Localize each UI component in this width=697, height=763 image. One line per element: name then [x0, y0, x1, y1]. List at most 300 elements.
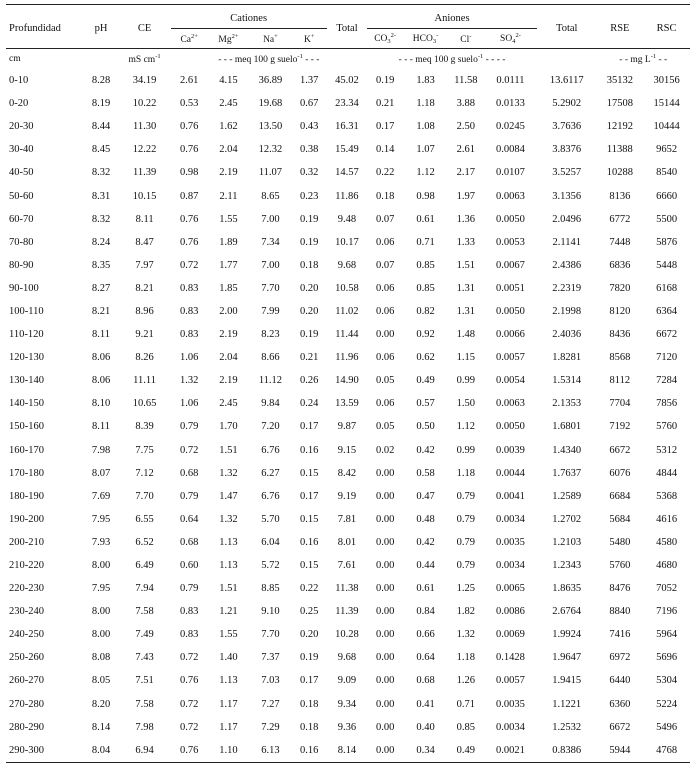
value-cell: 45.02	[335, 75, 359, 87]
value-cell: 6972	[609, 652, 631, 664]
value-cell: 0.0035	[496, 536, 525, 548]
value-cell: 0.0065	[496, 583, 525, 595]
value-cell: 0.85	[416, 282, 435, 294]
value-cell: 11.07	[258, 167, 283, 179]
value-cell: 0.0084	[496, 144, 525, 156]
value-cell: 2.11	[219, 190, 238, 202]
value-cell: 11.11	[133, 375, 157, 387]
value-cell: 7448	[609, 236, 631, 248]
value-cell: 0.42	[416, 536, 435, 548]
value-cell: 0.43	[300, 121, 319, 133]
value-cell: 0.76	[180, 675, 199, 687]
value-cell: 0.00	[367, 739, 403, 763]
value-cell: 8476	[609, 583, 631, 595]
value-cell: 3.7636	[552, 121, 582, 133]
value-cell: 8.06	[91, 352, 111, 364]
value-cell: 7.97	[135, 259, 154, 271]
value-cell: 1.07	[416, 144, 435, 156]
value-cell: 1.82	[456, 606, 476, 618]
value-cell: 1.10	[208, 739, 249, 763]
table-row	[6, 369, 690, 392]
value-cell: 0.17	[300, 490, 319, 502]
table-row	[6, 508, 690, 531]
value-cell: 8.00	[91, 606, 111, 618]
value-cell: 4844	[656, 467, 678, 479]
value-cell: 9.19	[337, 490, 357, 502]
value-cell: 0.00	[375, 583, 395, 595]
value-cell: 7.20	[261, 421, 280, 433]
value-cell: 1.47	[219, 490, 238, 502]
unit-ce: mS $cm^{-1}$	[119, 49, 171, 70]
table-row	[6, 485, 690, 508]
value-cell: 0.18	[300, 259, 319, 271]
table-row	[6, 392, 690, 415]
value-cell: 1.55	[219, 213, 238, 225]
value-cell: 8.65	[261, 190, 280, 202]
value-cell: 0.22	[375, 167, 395, 179]
value-cell: 1.06	[180, 398, 199, 410]
value-cell: 0.0035	[496, 698, 525, 710]
header-hco3: $HCO_3^-$	[412, 32, 439, 45]
value-cell: 6168	[656, 282, 678, 294]
value-cell: 0.99	[456, 444, 476, 456]
value-cell: 7196	[656, 606, 678, 618]
value-cell: 0.79	[456, 513, 476, 525]
header-profundidad: Profundidad	[6, 5, 84, 49]
value-cell: 6.94	[119, 739, 171, 763]
value-cell: 0.83	[180, 606, 199, 618]
header-ce: CE	[119, 5, 171, 49]
header-row-1	[6, 5, 690, 29]
value-cell: 0.0053	[496, 236, 525, 248]
value-cell: 5.2902	[552, 98, 582, 110]
header-k: K+	[303, 32, 315, 45]
value-cell: 1.32	[180, 375, 199, 387]
value-cell: 2.61	[180, 75, 199, 87]
value-cell: 0.49	[416, 375, 435, 387]
value-cell: 0.18	[300, 721, 319, 733]
value-cell: 0.21	[375, 98, 395, 110]
value-cell: 1.18	[456, 467, 476, 479]
value-cell: 0.0054	[496, 375, 525, 387]
value-cell: 9.84	[261, 398, 280, 410]
value-cell: 8.23	[261, 329, 280, 341]
value-cell: 0.19	[300, 329, 319, 341]
value-cell: 6364	[656, 305, 678, 317]
value-cell: 1.2589	[552, 490, 582, 502]
header-rse: RSE	[596, 5, 643, 49]
table-row	[6, 254, 690, 277]
value-cell: 0.79	[456, 490, 476, 502]
table-row	[6, 646, 690, 669]
value-cell: 8.21	[91, 305, 111, 317]
table-row	[6, 716, 690, 739]
value-cell: 2.19	[219, 329, 238, 341]
value-cell: 0.07	[375, 259, 395, 271]
value-cell: 0.0050	[496, 421, 525, 433]
depth-cell: 40-50	[9, 167, 34, 179]
value-cell: 5684	[609, 513, 631, 525]
value-cell: 0.83	[180, 305, 199, 317]
table-row	[6, 92, 690, 115]
value-cell: 8540	[656, 167, 678, 179]
table-row	[6, 300, 690, 323]
value-cell: 0.42	[416, 444, 435, 456]
value-cell: 5312	[656, 444, 678, 456]
value-cell: 2.2319	[552, 282, 582, 294]
value-cell: 8.96	[135, 305, 154, 317]
value-cell: 1.2343	[552, 560, 582, 572]
value-cell: 8136	[609, 190, 631, 202]
value-cell: 1.55	[219, 629, 238, 641]
value-cell: 1.51	[219, 444, 238, 456]
value-cell: 8.14	[327, 739, 367, 763]
value-cell: 0.49	[448, 739, 484, 763]
value-cell: 7.61	[337, 560, 357, 572]
value-cell: 1.9924	[552, 629, 582, 641]
value-cell: 0.0050	[496, 213, 525, 225]
depth-cell: 250-260	[9, 652, 44, 664]
value-cell: 0.71	[416, 236, 435, 248]
value-cell: 5304	[656, 675, 678, 687]
value-cell: 5964	[656, 629, 678, 641]
value-cell: 0.0069	[496, 629, 525, 641]
value-cell: 1.97	[456, 190, 476, 202]
value-cell: 8.06	[91, 375, 111, 387]
header-ca: $Ca^{2+}$	[180, 32, 198, 45]
value-cell: 0.61	[416, 213, 435, 225]
value-cell: 7.51	[135, 675, 154, 687]
value-cell: 0.0034	[496, 513, 525, 525]
value-cell: 8.04	[84, 739, 119, 763]
header-cl: Cl-	[460, 32, 472, 45]
value-cell: 8568	[609, 352, 631, 364]
value-cell: 0.0050	[496, 305, 525, 317]
depth-cell: 20-30	[9, 121, 34, 133]
depth-cell: 140-150	[9, 398, 44, 410]
value-cell: 0.64	[180, 513, 199, 525]
value-cell: 2.17	[456, 167, 476, 179]
value-cell: 9.68	[337, 652, 357, 664]
value-cell: 35132	[606, 75, 633, 87]
value-cell: 11.30	[132, 121, 157, 133]
value-cell: 0.76	[180, 213, 199, 225]
value-cell: 3.88	[456, 98, 476, 110]
value-cell: 2.4386	[552, 259, 582, 271]
value-cell: 12.32	[258, 144, 283, 156]
value-cell: 8112	[609, 375, 631, 387]
value-cell: 17508	[606, 98, 633, 110]
value-cell: 15.49	[335, 144, 359, 156]
value-cell: 0.0067	[496, 259, 525, 271]
value-cell: 0.05	[375, 421, 395, 433]
value-cell: 0.00	[375, 721, 395, 733]
value-cell: 0.98	[180, 167, 199, 179]
value-cell: 8.44	[91, 121, 111, 133]
value-cell: 0.67	[300, 98, 319, 110]
value-cell: 1.6801	[552, 421, 582, 433]
value-cell: 6.04	[261, 536, 280, 548]
value-cell: 8.19	[91, 98, 111, 110]
value-cell: 0.79	[456, 536, 476, 548]
header-rsc: RSC	[643, 5, 690, 49]
value-cell: 0.76	[180, 236, 199, 248]
table-row	[6, 231, 690, 254]
value-cell: 11.38	[335, 583, 359, 595]
value-cell: 0.00	[375, 560, 395, 572]
value-cell: 0.79	[180, 421, 199, 433]
value-cell: 0.50	[416, 421, 435, 433]
value-cell: 0.48	[416, 513, 435, 525]
value-cell: 7284	[656, 375, 678, 387]
value-cell: 1.8635	[552, 583, 582, 595]
value-cell: 7192	[609, 421, 631, 433]
value-cell: 0.18	[375, 190, 395, 202]
value-cell: 15144	[653, 98, 680, 110]
value-cell: 1.2532	[552, 721, 582, 733]
value-cell: 0.00	[375, 467, 395, 479]
value-cell: 5480	[609, 536, 631, 548]
value-cell: 7.98	[135, 721, 154, 733]
value-cell: 1.85	[219, 282, 238, 294]
value-cell: 8.10	[91, 398, 111, 410]
value-cell: 7704	[609, 398, 631, 410]
value-cell: 6440	[609, 675, 631, 687]
value-cell: 0.0051	[496, 282, 525, 294]
value-cell: 0.19	[300, 652, 319, 664]
value-cell: 0.16	[292, 739, 327, 763]
value-cell: 0.16	[300, 444, 319, 456]
table-body	[6, 69, 690, 762]
value-cell: 7.34	[261, 236, 280, 248]
value-cell: 1.32	[219, 467, 238, 479]
value-cell: 9.15	[337, 444, 357, 456]
value-cell: 0.60	[180, 560, 199, 572]
value-cell: 0.72	[180, 444, 199, 456]
table-row	[6, 138, 690, 161]
depth-cell: 210-220	[9, 560, 44, 572]
value-cell: 0.83	[180, 329, 199, 341]
value-cell: 8.05	[91, 675, 111, 687]
value-cell: 7.43	[135, 652, 154, 664]
value-cell: 0.16	[300, 536, 319, 548]
value-cell: 11.39	[335, 606, 359, 618]
header-total-aniones: Total	[537, 5, 596, 49]
depth-cell: 280-290	[9, 721, 44, 733]
value-cell: 0.00	[375, 490, 395, 502]
value-cell: 0.0039	[496, 444, 525, 456]
table-row	[6, 439, 690, 462]
value-cell: 6.49	[135, 560, 154, 572]
unit-depth: cm	[6, 49, 84, 70]
value-cell: 7.95	[91, 513, 111, 525]
value-cell: 0.19	[300, 236, 319, 248]
header-mg: $Mg^{2+}$	[218, 32, 239, 45]
depth-cell: 30-40	[9, 144, 34, 156]
unit-cationes: - - - meq 100 g suelo$^{-1}$ - - -	[171, 49, 367, 70]
value-cell: 0.0063	[496, 398, 525, 410]
value-cell: 1.36	[456, 213, 476, 225]
value-cell: 0.41	[416, 698, 435, 710]
value-cell: 10288	[606, 167, 633, 179]
value-cell: 0.17	[375, 121, 395, 133]
value-cell: 2.61	[456, 144, 476, 156]
value-cell: 5944	[596, 739, 643, 763]
value-cell: 1.37	[300, 75, 319, 87]
value-cell: 9.48	[337, 213, 357, 225]
value-cell: 7.58	[135, 606, 154, 618]
value-cell: 1.12	[416, 167, 435, 179]
value-cell: 0.20	[300, 305, 319, 317]
value-cell: 6672	[656, 329, 678, 341]
value-cell: 12192	[606, 121, 633, 133]
depth-cell: 110-120	[9, 329, 44, 341]
depth-cell: 260-270	[9, 675, 44, 687]
table-row	[6, 739, 690, 763]
value-cell: 8.11	[135, 213, 154, 225]
value-cell: 1.40	[219, 652, 238, 664]
value-cell: 0.34	[403, 739, 448, 763]
table-row	[6, 208, 690, 231]
value-cell: 7052	[656, 583, 678, 595]
depth-cell: 170-180	[9, 467, 44, 479]
value-cell: 0.79	[180, 583, 199, 595]
value-cell: 1.9647	[552, 652, 582, 664]
value-cell: 0.20	[300, 629, 319, 641]
value-cell: 7120	[656, 352, 678, 364]
value-cell: 1.12	[456, 421, 476, 433]
value-cell: 0.76	[180, 144, 199, 156]
value-cell: 0.58	[416, 467, 435, 479]
value-cell: 0.14	[375, 144, 395, 156]
value-cell: 8.14	[91, 721, 111, 733]
value-cell: 0.0034	[496, 560, 525, 572]
value-cell: 9.36	[337, 721, 357, 733]
value-cell: 0.68	[416, 675, 435, 687]
value-cell: 5448	[656, 259, 678, 271]
value-cell: 1.8281	[552, 352, 582, 364]
value-cell: 0.0021	[484, 739, 537, 763]
depth-cell: 100-110	[9, 305, 44, 317]
value-cell: 1.4340	[552, 444, 582, 456]
value-cell: 0.40	[416, 721, 435, 733]
value-cell: 5760	[609, 560, 631, 572]
value-cell: 6836	[609, 259, 631, 271]
value-cell: 8.24	[91, 236, 111, 248]
value-cell: 0.82	[416, 305, 435, 317]
value-cell: 1.33	[456, 236, 476, 248]
value-cell: 0.15	[300, 560, 319, 572]
value-cell: 0.23	[300, 190, 319, 202]
value-cell: 8436	[609, 329, 631, 341]
depth-cell: 270-280	[9, 698, 44, 710]
value-cell: 8.01	[337, 536, 357, 548]
value-cell: 1.51	[456, 259, 476, 271]
value-cell: 0.18	[300, 698, 319, 710]
value-cell: 0.0063	[496, 190, 525, 202]
value-cell: 0.38	[300, 144, 319, 156]
table-row	[6, 115, 690, 138]
value-cell: 1.77	[219, 259, 238, 271]
value-cell: 6.55	[135, 513, 154, 525]
value-cell: 7.58	[135, 698, 154, 710]
value-cell: 5368	[656, 490, 678, 502]
value-cell: 0.62	[416, 352, 435, 364]
value-cell: 7.00	[261, 213, 280, 225]
depth-cell: 80-90	[9, 259, 34, 271]
table-row	[6, 600, 690, 623]
value-cell: 0.0245	[496, 121, 525, 133]
value-cell: 5696	[656, 652, 678, 664]
unit-aniones: - - - meq 100 g suelo$^{-1}$ - - - -	[367, 49, 537, 70]
value-cell: 1.17	[219, 698, 238, 710]
depth-cell: 130-140	[9, 375, 44, 387]
value-cell: 0.76	[180, 121, 199, 133]
value-cell: 9.34	[337, 698, 357, 710]
table-row	[6, 623, 690, 646]
value-cell: 4.15	[219, 75, 238, 87]
value-cell: 5500	[656, 213, 678, 225]
value-cell: 1.1221	[552, 698, 582, 710]
value-cell: 10.58	[335, 282, 359, 294]
value-cell: 0.22	[300, 583, 319, 595]
value-cell: 0.0057	[496, 675, 525, 687]
value-cell: 0.92	[416, 329, 435, 341]
value-cell: 9.87	[337, 421, 357, 433]
value-cell: 1.31	[456, 282, 476, 294]
value-cell: 0.06	[375, 282, 395, 294]
value-cell: 0.47	[416, 490, 435, 502]
depth-cell: 190-200	[9, 513, 44, 525]
value-cell: 0.79	[180, 490, 199, 502]
value-cell: 0.00	[375, 329, 395, 341]
value-cell: 8.20	[91, 698, 111, 710]
value-cell: 7.27	[261, 698, 280, 710]
value-cell: 7.70	[261, 282, 280, 294]
value-cell: 0.17	[300, 675, 319, 687]
value-cell: 0.76	[171, 739, 208, 763]
value-cell: 3.8376	[552, 144, 582, 156]
value-cell: 9.21	[135, 329, 154, 341]
value-cell: 0.0133	[496, 98, 525, 110]
value-cell: 5224	[656, 698, 678, 710]
value-cell: 1.17	[219, 721, 238, 733]
value-cell: 6772	[609, 213, 631, 225]
value-cell: 0.00	[375, 652, 395, 664]
value-cell: 0.00	[375, 629, 395, 641]
value-cell: 7416	[609, 629, 631, 641]
value-cell: 1.89	[219, 236, 238, 248]
value-cell: 0.72	[180, 259, 199, 271]
value-cell: 2.04	[219, 352, 238, 364]
value-cell: 0.1428	[496, 652, 525, 664]
value-cell: 7.29	[261, 721, 280, 733]
value-cell: 6684	[609, 490, 631, 502]
value-cell: 0.19	[375, 75, 395, 87]
value-cell: 4616	[656, 513, 678, 525]
value-cell: 19.68	[258, 98, 283, 110]
value-cell: 5.70	[261, 513, 280, 525]
value-cell: 36.89	[258, 75, 283, 87]
table-row	[6, 554, 690, 577]
table-row	[6, 462, 690, 485]
value-cell: 8.66	[261, 352, 280, 364]
value-cell: 8.39	[135, 421, 154, 433]
value-cell: 2.45	[219, 398, 238, 410]
value-cell: 8.32	[91, 213, 111, 225]
value-cell: 7.69	[91, 490, 111, 502]
value-cell: 7.70	[261, 629, 280, 641]
